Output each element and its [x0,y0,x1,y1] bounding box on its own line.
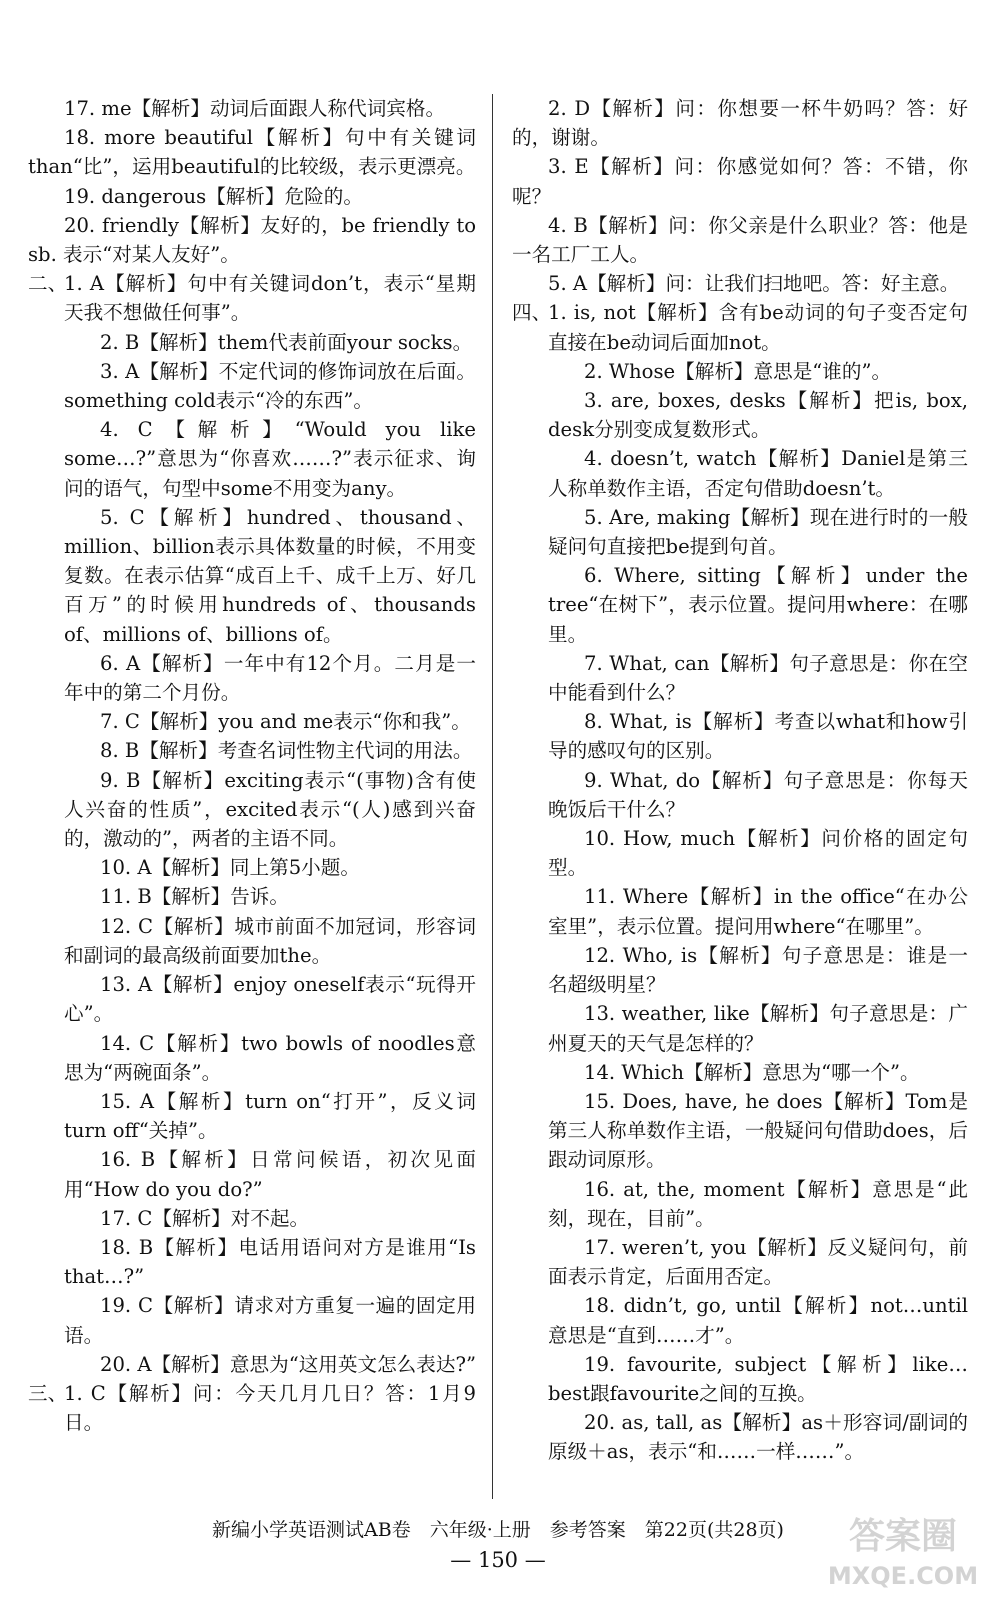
answer-item: 1. C【解析】问：今天几月几日？答：1月9日。 [64,1381,476,1435]
answer-item: 8. What, is【解析】考查以what和how引导的感叹句的区别。 [548,710,968,763]
section-number: 四、 [512,301,552,325]
answer-item: 12. Who, is【解析】句子意思是：谁是一名超级明星？ [548,943,968,997]
answer-item: 5. A【解析】问：让我们扫地吧。答：好主意。 [548,272,960,296]
answer-item: 1. A【解析】句中有关键词don’t，表示“星期天我不想做任何事”。 [64,272,476,325]
answer-item: 7. What, can【解析】句子意思是：你在空中能看到什么？ [548,651,968,705]
answer-item: 5. Are, making【解析】现在进行时的一般疑问句直接把be提到句首。 [548,505,968,559]
answer-item: 15. Does, have, he does【解析】Tom是第三人称单数作主语，一般疑问句借助does，后跟动词原形。 [548,1089,968,1172]
section-number: 三、 [28,1381,68,1405]
answer-item: 16. at, the, moment【解析】意思是“此刻，现在，目前”。 [548,1177,968,1230]
answer-item: 2. Whose【解析】意思是“谁的”。 [584,359,892,383]
answer-item: 14. Which【解析】意思为“哪一个”。 [584,1060,920,1084]
answer-item: 11. Where【解析】in the office“在办公室里”，表示位置。提问用where“在哪里”。 [548,885,968,938]
answer-item: 18. more beautiful【解析】句中有关键词than“比”，运用beautiful的比较级，表示更漂亮。 [28,126,476,179]
answer-item: 11. B【解析】告诉。 [100,885,289,909]
answer-item: 18. didn’t, go, until【解析】not…until意思是“直到……才”。 [548,1294,968,1347]
page-number: — 150 — [450,1548,546,1572]
answer-item: 9. B【解析】exciting表示“(事物)含有使人兴奋的性质”，excited表示“(人)感到兴奋的，激动的”，两者的主语不同。 [64,768,476,851]
answer-item: 17. weren’t, you【解析】反义疑问句，前面表示肯定，后面用否定。 [548,1235,968,1289]
section-number: 二、 [28,272,68,296]
answer-item: 19. favourite, subject【解析】like…best跟favourite之间的互换。 [548,1352,968,1405]
answer-item: 16. B【解析】日常问候语，初次见面用“How do you do?” [64,1148,476,1201]
footer-book-info: 新编小学英语测试AB卷 六年级·上册 参考答案 第22页(共28页) [212,1519,784,1541]
section-3 [28,1379,476,1437]
answer-item: 20. friendly【解析】友好的，be friendly to sb. 表示“对某人友好”。 [28,213,476,267]
watermark-logo [818,1506,988,1594]
right-column [512,94,968,1467]
answer-item: 6. Where, sitting【解析】under the tree“在树下”，表示位置。提问用where：在哪里。 [548,564,968,646]
answer-item: 10. A【解析】同上第5小题。 [100,856,360,880]
answer-item: 10. How, much【解析】问价格的固定句型。 [548,827,968,880]
answer-item: 18. B【解析】电话用语问对方是谁用“Is that…?” [64,1235,476,1289]
answer-item: 17. C【解析】对不起。 [100,1206,310,1230]
answer-item: 1. is, not【解析】含有be动词的句子变否定句直接在be动词后面加not。 [548,301,968,354]
answer-item: 3. A【解析】不定代词的修饰词放在后面。something cold表示“冷的东西”。 [64,359,476,413]
answer-item: 2. B【解析】them代表前面your socks。 [100,330,473,354]
answer-item: 19. C【解析】请求对方重复一遍的固定用语。 [64,1294,476,1347]
answer-item: 20. A【解析】意思为“这用英文怎么表达?” [100,1352,476,1376]
answer-item: 2. D【解析】问：你想要一杯牛奶吗？答：好的，谢谢。 [512,97,968,150]
answer-item: 6. A【解析】一年中有12个月。二月是一年中的第二个月份。 [64,651,476,705]
watermark-top-text: 答案圈 [848,1516,958,1557]
section-2 [28,269,476,1379]
answer-item: 5. C【解析】hundred、thousand、million、billion表示具体数量的时候，不用变复数。在表示估算“成百上千、成千上万、好几百万”的时候用hundreds of、thousands of、millions of、billions of。 [64,505,476,646]
watermark-bottom-text: MXQE.COM [827,1562,979,1590]
column-divider [492,94,493,1499]
answer-item: 19. dangerous【解析】危险的。 [64,184,363,208]
answer-item: 3. are, boxes, desks【解析】把is, box, desk分别变成复数形式。 [548,389,968,442]
answer-item: 9. What, do【解析】句子意思是：你每天晚饭后干什么？ [548,768,968,821]
answer-item: 4. doesn’t, watch【解析】Daniel是第三人称单数作主语，否定句借助doesn’t。 [548,447,968,500]
answer-item: 7. C【解析】you and me表示“你和我”。 [100,710,471,734]
answer-item: 13. weather, like【解析】句子意思是：广州夏天的天气是怎样的？ [548,1002,968,1055]
answer-item: 4. C【解析】“Would you like some…?”意思为“你喜欢……?”表示征求、询问的语气，句型中some不用变为any。 [64,418,476,500]
answer-item: 13. A【解析】enjoy oneself表示“玩得开心”。 [64,973,476,1026]
answer-item: 12. C【解析】城市前面不加冠词，形容词和副词的最高级前面要加the。 [64,914,476,967]
answer-item: 14. C【解析】two bowls of noodles意思为“两碗面条”。 [64,1031,476,1084]
answer-item: 17. me【解析】动词后面跟人称代词宾格。 [64,97,446,120]
answer-item: 8. B【解析】考查名词性物主代词的用法。 [100,739,473,763]
answer-item: 15. A【解析】turn on“打开”，反义词turn off“关掉”。 [64,1089,476,1143]
answer-item: 20. as, tall, as【解析】as＋形容词/副词的原级＋as，表示“和……一样……”。 [548,1411,968,1464]
left-column [28,94,476,1437]
answer-item: 4. B【解析】问：你父亲是什么职业？答：他是一名工厂工人。 [512,213,968,267]
answer-item: 3. E【解析】问：你感觉如何？答：不错，你呢？ [512,155,968,208]
section-4 [512,298,968,1466]
